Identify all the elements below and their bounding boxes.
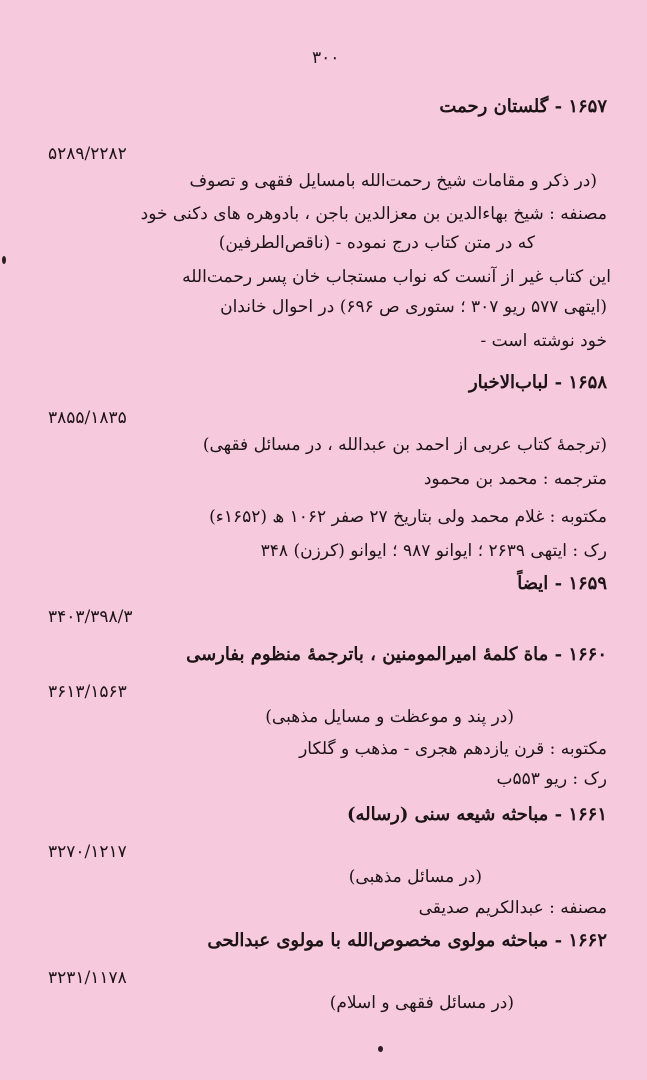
entry-number: ۱۶۵۸ [568, 372, 607, 393]
ink-speck [2, 256, 6, 264]
entry-number: ۱۶۵۹ [568, 573, 607, 594]
entry-line: (در پند و موعظت و مسایل مذهبی) [265, 707, 514, 727]
entry-title: مباحثه مولوی مخصوص‌الله با مولوی عبدالحی [207, 930, 549, 951]
entry-heading: ۱۶۶۱ - مباحثه شیعه سنی (رساله) [346, 804, 607, 825]
entry-line: (ترجمهٔ کتاب عربی از احمد بن عبدالله ، در مسائل فقهی) [202, 435, 607, 455]
entry-line: مترجمه : محمد بن محمود [423, 469, 607, 489]
entry-title: گلستان رحمت [439, 96, 549, 117]
catalog-number: ۳۶۱۳/۱۵۶۳ [48, 682, 127, 702]
entry-line: رک : ایتهی ۲۶۳۹ ؛ ایوانو ۹۸۷ ؛ ایوانو (کرزن) ۳۴۸ [260, 541, 607, 561]
entry-line: این کتاب غیر از آنست که نواب مستجاب خان پسر رحمت‌الله [182, 267, 611, 287]
entry-line: که در متن کتاب درج نموده - (ناقص‌الطرفین) [218, 233, 535, 253]
entry-heading: ۱۶۵۹ - ایضاً [517, 573, 607, 594]
entry-line: (ایتهی ۵۷۷ ریو ۳۰۷ ؛ ستوری ص ۶۹۶) در احوال خاندان [220, 297, 607, 317]
catalog-number: ۵۲۸۹/۲۲۸۲ [48, 144, 127, 164]
entry-line: رک : ریو ۵۵۳ب [496, 769, 607, 789]
catalog-number: ۳۴۰۳/۳۹۸/۳ [48, 607, 133, 627]
entry-line: (در مسائل مذهبی) [348, 867, 482, 887]
entry-number: ۱۶۶۲ [568, 930, 607, 951]
ink-speck [378, 1046, 383, 1052]
entry-title: مباحثه شیعه سنی (رساله) [346, 804, 549, 825]
entry-line: مصنفه : شیخ بهاءالدین بن معزالدین باجن ، بادوهره های دکنی خود [140, 204, 607, 224]
entry-heading: ۱۶۵۷ - گلستان رحمت [439, 96, 607, 117]
entry-line: (در ذکر و مقامات شیخ رحمت‌الله بامسایل فقهی و تصوف [189, 171, 597, 191]
entry-number: ۱۶۶۱ [568, 804, 607, 825]
entry-number: ۱۶۵۷ [568, 96, 607, 117]
entry-title: ماة کلمهٔ امیرالمومنین ، باترجمهٔ منظوم بفارسی [186, 644, 549, 665]
entry-number: ۱۶۶۰ [568, 644, 607, 665]
entry-heading: ۱۶۶۰ - ماة کلمهٔ امیرالمومنین ، باترجمهٔ منظوم بفارسی [186, 644, 607, 665]
catalog-number: ۳۲۳۱/۱۱۷۸ [48, 968, 127, 988]
catalog-number: ۳۲۷۰/۱۲۱۷ [48, 842, 127, 862]
entry-heading: ۱۶۶۲ - مباحثه مولوی مخصوص‌الله با مولوی عبدالحی [207, 930, 607, 951]
entry-heading: ۱۶۵۸ - لباب‌الاخبار [468, 372, 607, 393]
entry-line: (در مسائل فقهی و اسلام) [329, 993, 514, 1013]
page-number: ۳۰۰ [312, 48, 340, 68]
entry-line: مصنفه : عبدالکریم صدیقی [418, 898, 607, 918]
entry-title: ایضاً [517, 573, 549, 594]
entry-line: مکتوبه : قرن یازدهم هجری - مذهب و گلکار [299, 739, 607, 759]
entry-title: لباب‌الاخبار [468, 372, 549, 393]
entry-line: مکتوبه : غلام محمد ولی بتاریخ ۲۷ صفر ۱۰۶۲ ھ (۱۶۵۲ء) [209, 507, 607, 527]
entry-line: خود نوشته است - [480, 331, 607, 351]
catalog-number: ۳۸۵۵/۱۸۳۵ [48, 408, 127, 428]
